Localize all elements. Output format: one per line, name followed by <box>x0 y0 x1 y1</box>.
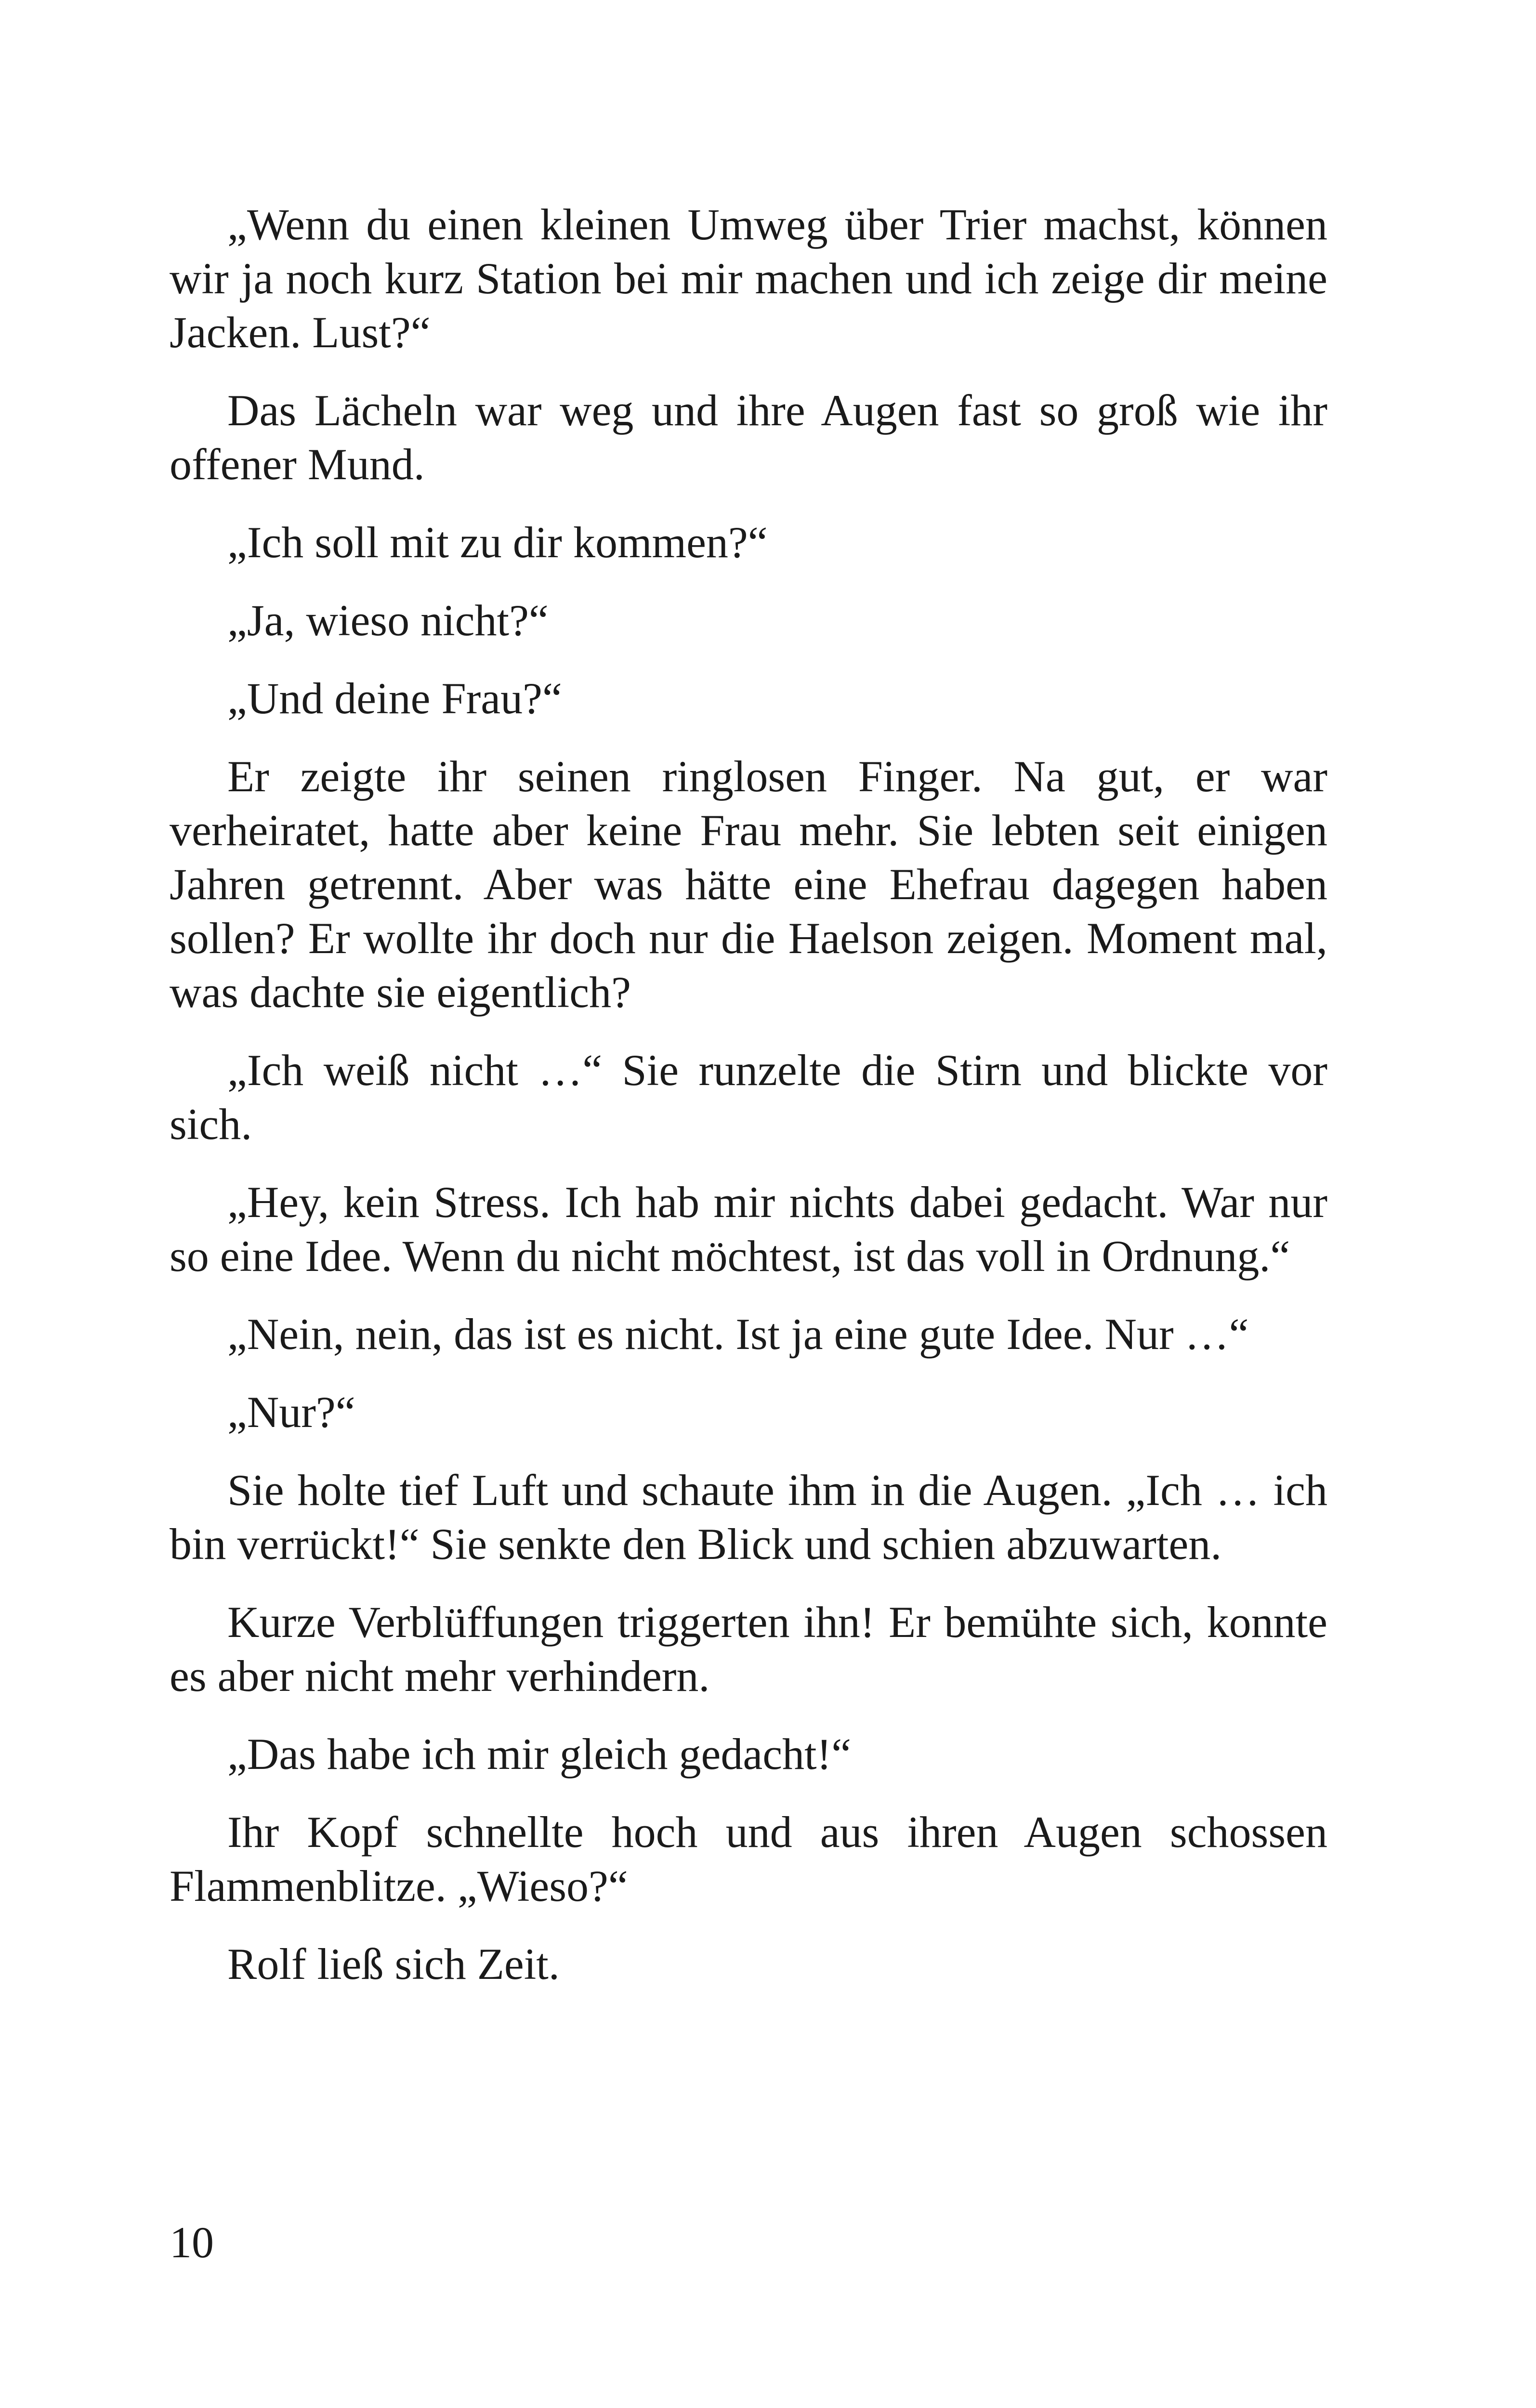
paragraph-8: „Hey, kein Stress. Ich hab mir nichts dabei gedacht. War nur so eine Idee. Wenn du nicht möchtest, ist das voll in Ordnung.“ <box>170 1178 1327 1281</box>
paragraph-15: Rolf ließ sich Zeit. <box>227 1939 560 1989</box>
paragraph-13: „Das habe ich mir gleich gedacht!“ <box>227 1729 852 1779</box>
paragraph-3: „Ich soll mit zu dir kommen?“ <box>227 518 768 567</box>
paragraph-11: Sie holte tief Luft und schaute ihm in die Augen. „Ich … ich bin verrückt!“ Sie senkte den Blick und schien abzuwarten. <box>170 1466 1327 1569</box>
paragraph-1: „Wenn du einen kleinen Umweg über Trier machst, können wir ja noch kurz Station bei mir machen und ich zeige dir meine Jacken. Lust?“ <box>170 200 1327 357</box>
paragraph-6: Er zeigte ihr seinen ringlosen Finger. Na gut, er war verheiratet, hatte aber keine Frau mehr. Sie lebten seit einigen Jahren getrennt. Aber was hätte eine Ehefrau dagegen haben sollen? Er wollte ihr doch nur die Haelson zeigen. Moment mal, was dachte sie eigentlich? <box>170 752 1327 1017</box>
paragraph-5: „Und deine Frau?“ <box>227 674 562 723</box>
page-number: 10 <box>170 2218 214 2267</box>
paragraph-2: Das Lächeln war weg und ihre Augen fast so groß wie ihr offener Mund. <box>170 386 1327 489</box>
paragraph-7: „Ich weiß nicht …“ Sie runzelte die Stirn und blickte vor sich. <box>170 1046 1327 1149</box>
paragraph-12: Kurze Verblüffungen triggerten ihn! Er bemühte sich, konnte es aber nicht mehr verhindern. <box>170 1597 1327 1701</box>
paragraph-4: „Ja, wieso nicht?“ <box>227 596 549 645</box>
paragraph-14: Ihr Kopf schnellte hoch und aus ihren Augen schossen Flammenblitze. „Wieso?“ <box>170 1807 1327 1911</box>
body-text <box>170 197 1327 2015</box>
paragraph-9: „Nein, nein, das ist es nicht. Ist ja eine gute Idee. Nur …“ <box>227 1309 1249 1359</box>
paragraph-10: „Nur?“ <box>227 1387 355 1437</box>
